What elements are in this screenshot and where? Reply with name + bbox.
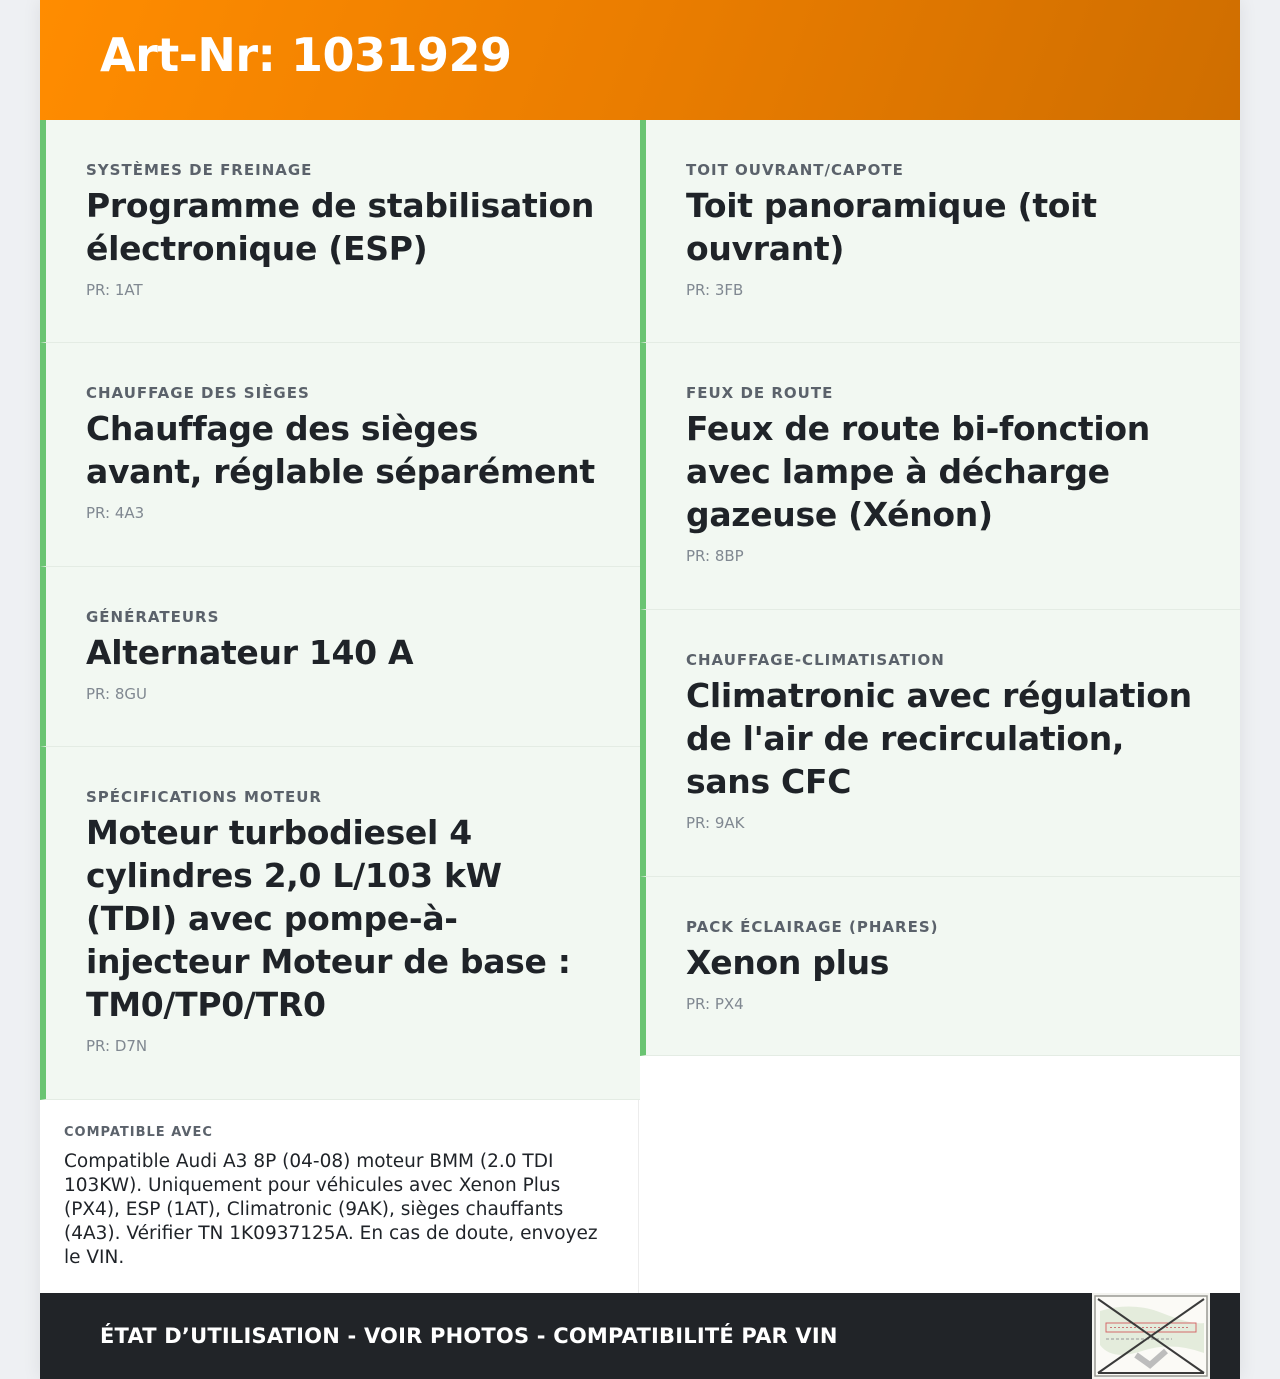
card-category: PACK ÉCLAIRAGE (PHARES) [686,918,939,936]
label-photo-thumbnail-icon[interactable] [1092,1293,1210,1379]
card-category: FEUX DE ROUTE [686,384,834,402]
equipment-card [40,567,640,747]
equipment-card [40,343,640,567]
card-title: Chauffage des sièges avant, réglable séparément [86,409,595,491]
left-column [40,120,640,1100]
card-category: CHAUFFAGE DES SIÈGES [86,384,310,402]
card-category: CHAUFFAGE-CLIMATISATION [686,651,945,669]
card-pr-code: PR: 1AT [86,281,143,299]
card-title: Programme de stabilisation électronique (ESP) [86,186,595,268]
card-pr-code: PR: 4A3 [86,504,145,522]
card-pr-code: PR: PX4 [686,995,744,1013]
card-pr-code: PR: 3FB [686,281,744,299]
header-banner [40,0,1240,120]
equipment-card [640,120,1240,343]
equipment-card [640,343,1240,610]
footer-text: ÉTAT D’UTILISATION - VOIR PHOTOS - COMPATIBILITÉ PAR VIN [100,1324,838,1348]
equipment-card [640,877,1240,1056]
card-title: Climatronic avec régulation de l'air de recirculation, sans CFC [686,676,1192,801]
equipment-card [40,747,640,1100]
card-title: Toit panoramique (toit ouvrant) [686,186,1097,268]
card-category: SPÉCIFICATIONS MOTEUR [86,788,322,806]
card-category: GÉNÉRATEURS [86,608,220,626]
card-title: Xenon plus [686,943,890,982]
compatibility-box [40,1100,639,1293]
card-pr-code: PR: 8GU [86,685,147,703]
card-pr-code: PR: 9AK [686,814,745,832]
card-title: Feux de route bi-fonction avec lampe à décharge gazeuse (Xénon) [686,409,1150,534]
page-title: Art-Nr: 1031929 [100,28,512,82]
right-column [640,120,1240,1056]
page [40,0,1240,1379]
card-category: TOIT OUVRANT/CAPOTE [686,161,904,179]
card-pr-code: PR: 8BP [686,547,744,565]
card-title: Alternateur 140 A [86,633,414,672]
card-title: Moteur turbodiesel 4 cylindres 2,0 L/103 kW (TDI) avec pompe-à-injecteur Moteur de base : TM0/TP0/TR0 [86,813,571,1024]
equipment-card [640,610,1240,877]
footer-bar [40,1293,1240,1379]
card-pr-code: PR: D7N [86,1037,148,1055]
card-category: SYSTÈMES DE FREINAGE [86,161,313,179]
compatibility-text: Compatible Audi A3 8P (04-08) moteur BMM (2.0 TDI 103KW). Uniquement pour véhicules avec Xenon Plus (PX4), ESP (1AT), Climatronic (9AK), sièges chauffants (4A3). Vérifier TN 1K0937125A. En cas de doute, envoyez le VIN. [64,1151,598,1268]
compatibility-label: COMPATIBLE AVEC [64,1125,213,1140]
label-photo-thumbnail-graphic [1092,1293,1210,1379]
equipment-card [40,120,640,343]
